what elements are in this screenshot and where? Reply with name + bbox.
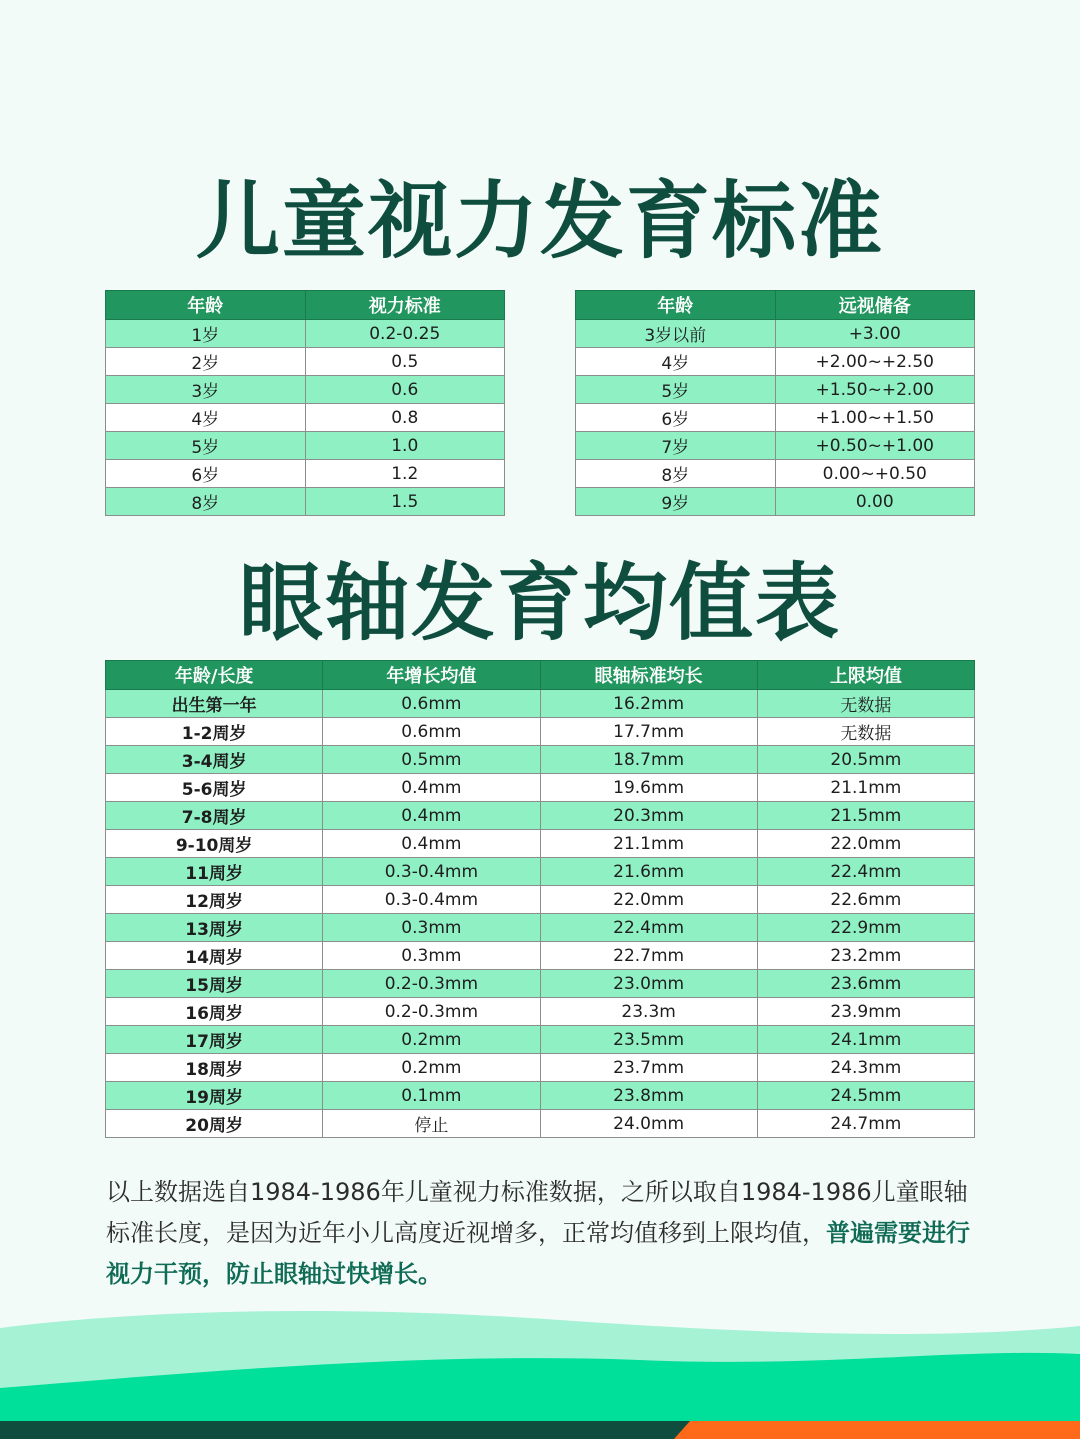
table-cell: 13周岁 bbox=[106, 914, 323, 942]
column-header: 视力标准 bbox=[305, 291, 505, 320]
data-source-note bbox=[106, 1172, 986, 1295]
table-cell: 0.2-0.3mm bbox=[323, 998, 540, 1026]
column-header: 上限均值 bbox=[757, 661, 974, 690]
table-header-row bbox=[106, 661, 975, 690]
table-cell: 19周岁 bbox=[106, 1082, 323, 1110]
table-cell: 16.2mm bbox=[540, 690, 757, 718]
table-header-row bbox=[576, 291, 975, 320]
table-cell: 0.4mm bbox=[323, 802, 540, 830]
table-cell: +1.50~+2.00 bbox=[775, 376, 975, 404]
table-cell: 23.0mm bbox=[540, 970, 757, 998]
column-header: 年龄 bbox=[576, 291, 776, 320]
table-cell: 23.2mm bbox=[757, 942, 974, 970]
table-cell: 0.6 bbox=[305, 376, 505, 404]
table-cell: 5岁 bbox=[576, 376, 776, 404]
column-header: 年龄/长度 bbox=[106, 661, 323, 690]
table-row bbox=[106, 1026, 975, 1054]
table-row bbox=[106, 404, 505, 432]
table-cell: 24.5mm bbox=[757, 1082, 974, 1110]
table-row bbox=[106, 488, 505, 516]
table-cell: 22.6mm bbox=[757, 886, 974, 914]
table-row bbox=[106, 914, 975, 942]
vision-standard-title: 儿童视力发育标准 bbox=[195, 172, 884, 270]
table-cell: 21.6mm bbox=[540, 858, 757, 886]
table-row bbox=[106, 718, 975, 746]
table-cell: 22.0mm bbox=[540, 886, 757, 914]
table-row bbox=[106, 348, 505, 376]
decorative-waves bbox=[0, 1290, 1080, 1439]
table-cell: 0.3mm bbox=[323, 942, 540, 970]
table-cell: +2.00~+2.50 bbox=[775, 348, 975, 376]
table-cell: 0.3mm bbox=[323, 914, 540, 942]
table-cell: 23.7mm bbox=[540, 1054, 757, 1082]
table-row bbox=[106, 858, 975, 886]
table-cell: 22.9mm bbox=[757, 914, 974, 942]
table-row bbox=[106, 886, 975, 914]
table-row bbox=[106, 998, 975, 1026]
table-cell: 1.5 bbox=[305, 488, 505, 516]
table-row bbox=[576, 348, 975, 376]
table-cell: 22.7mm bbox=[540, 942, 757, 970]
table-cell: 0.4mm bbox=[323, 774, 540, 802]
table-row bbox=[576, 320, 975, 348]
table-row bbox=[106, 774, 975, 802]
table-cell: 14周岁 bbox=[106, 942, 323, 970]
table-cell: 无数据 bbox=[757, 718, 974, 746]
table-cell: 9-10周岁 bbox=[106, 830, 323, 858]
table-cell: 1岁 bbox=[106, 320, 306, 348]
table-cell: 22.4mm bbox=[540, 914, 757, 942]
table-row bbox=[576, 488, 975, 516]
table-cell: 0.00~+0.50 bbox=[775, 460, 975, 488]
table-cell: 20.5mm bbox=[757, 746, 974, 774]
table-cell: 23.5mm bbox=[540, 1026, 757, 1054]
table-cell: 2岁 bbox=[106, 348, 306, 376]
table-cell: 17.7mm bbox=[540, 718, 757, 746]
table-cell: 24.1mm bbox=[757, 1026, 974, 1054]
table-cell: 5-6周岁 bbox=[106, 774, 323, 802]
table-row bbox=[106, 802, 975, 830]
table-row bbox=[106, 1082, 975, 1110]
table-cell: 24.3mm bbox=[757, 1054, 974, 1082]
table-cell: 0.6mm bbox=[323, 718, 540, 746]
table-cell: 出生第一年 bbox=[106, 690, 323, 718]
table-row bbox=[106, 376, 505, 404]
table-cell: 12周岁 bbox=[106, 886, 323, 914]
table-cell: 23.6mm bbox=[757, 970, 974, 998]
table-row bbox=[576, 404, 975, 432]
column-header: 年增长均值 bbox=[323, 661, 540, 690]
axial-length-table bbox=[105, 660, 975, 1138]
table-cell: 0.3-0.4mm bbox=[323, 858, 540, 886]
table-cell: 24.7mm bbox=[757, 1110, 974, 1138]
table-cell: 6岁 bbox=[106, 460, 306, 488]
vision-standard-table bbox=[105, 290, 505, 516]
table-cell: 16周岁 bbox=[106, 998, 323, 1026]
table-cell: 无数据 bbox=[757, 690, 974, 718]
table-cell: 23.8mm bbox=[540, 1082, 757, 1110]
table-row bbox=[576, 432, 975, 460]
table-cell: 3-4周岁 bbox=[106, 746, 323, 774]
table-cell: 0.2mm bbox=[323, 1054, 540, 1082]
table-cell: 21.5mm bbox=[757, 802, 974, 830]
table-row bbox=[576, 376, 975, 404]
table-cell: 0.00 bbox=[775, 488, 975, 516]
table-cell: 15周岁 bbox=[106, 970, 323, 998]
table-cell: 3岁 bbox=[106, 376, 306, 404]
table-cell: 8岁 bbox=[106, 488, 306, 516]
table-cell: 0.8 bbox=[305, 404, 505, 432]
table-cell: 8岁 bbox=[576, 460, 776, 488]
table-cell: 20.3mm bbox=[540, 802, 757, 830]
table-cell: +0.50~+1.00 bbox=[775, 432, 975, 460]
table-cell: 18周岁 bbox=[106, 1054, 323, 1082]
table-cell: 21.1mm bbox=[540, 830, 757, 858]
table-row bbox=[106, 746, 975, 774]
table-row bbox=[106, 320, 505, 348]
table-cell: 3岁以前 bbox=[576, 320, 776, 348]
table-cell: 11周岁 bbox=[106, 858, 323, 886]
table-cell: 1.2 bbox=[305, 460, 505, 488]
table-cell: 6岁 bbox=[576, 404, 776, 432]
table-cell: 7岁 bbox=[576, 432, 776, 460]
note-text: 以上数据选自1984-1986年儿童视力标准数据，之所以取自1984-1986儿童眼轴标准长度，是因为近年小儿高度近视增多，正常均值移到上限均值， bbox=[106, 1178, 968, 1247]
table-cell: +1.00~+1.50 bbox=[775, 404, 975, 432]
table-cell: 0.2-0.25 bbox=[305, 320, 505, 348]
table-row bbox=[106, 970, 975, 998]
table-cell: 4岁 bbox=[106, 404, 306, 432]
column-header: 远视储备 bbox=[775, 291, 975, 320]
table-cell: 0.2mm bbox=[323, 1026, 540, 1054]
table-cell: 20周岁 bbox=[106, 1110, 323, 1138]
table-cell: +3.00 bbox=[775, 320, 975, 348]
table-cell: 23.3m bbox=[540, 998, 757, 1026]
table-row bbox=[106, 1054, 975, 1082]
table-cell: 0.2-0.3mm bbox=[323, 970, 540, 998]
table-header-row bbox=[106, 291, 505, 320]
note-highlight: 普遍需要进行视力干预，防止眼轴过快增长。 bbox=[106, 1219, 970, 1288]
table-cell: 0.5 bbox=[305, 348, 505, 376]
table-cell: 21.1mm bbox=[757, 774, 974, 802]
table-cell: 停止 bbox=[323, 1110, 540, 1138]
table-cell: 18.7mm bbox=[540, 746, 757, 774]
table-row bbox=[106, 690, 975, 718]
table-cell: 0.1mm bbox=[323, 1082, 540, 1110]
axial-length-title: 眼轴发育均值表 bbox=[238, 554, 841, 652]
table-row bbox=[106, 432, 505, 460]
table-cell: 1-2周岁 bbox=[106, 718, 323, 746]
hyperopia-reserve-table bbox=[575, 290, 975, 516]
table-row bbox=[106, 1110, 975, 1138]
table-cell: 0.5mm bbox=[323, 746, 540, 774]
table-cell: 7-8周岁 bbox=[106, 802, 323, 830]
table-cell: 0.6mm bbox=[323, 690, 540, 718]
table-cell: 9岁 bbox=[576, 488, 776, 516]
table-cell: 1.0 bbox=[305, 432, 505, 460]
table-cell: 22.4mm bbox=[757, 858, 974, 886]
table-cell: 24.0mm bbox=[540, 1110, 757, 1138]
table-cell: 0.4mm bbox=[323, 830, 540, 858]
column-header: 年龄 bbox=[106, 291, 306, 320]
table-cell: 5岁 bbox=[106, 432, 306, 460]
table-row bbox=[106, 942, 975, 970]
table-cell: 22.0mm bbox=[757, 830, 974, 858]
table-cell: 0.3-0.4mm bbox=[323, 886, 540, 914]
column-header: 眼轴标准均长 bbox=[540, 661, 757, 690]
table-row bbox=[106, 830, 975, 858]
table-row bbox=[576, 460, 975, 488]
table-cell: 17周岁 bbox=[106, 1026, 323, 1054]
bottom-bar-accent bbox=[674, 1421, 1080, 1439]
table-cell: 23.9mm bbox=[757, 998, 974, 1026]
table-row bbox=[106, 460, 505, 488]
table-cell: 19.6mm bbox=[540, 774, 757, 802]
table-cell: 4岁 bbox=[576, 348, 776, 376]
